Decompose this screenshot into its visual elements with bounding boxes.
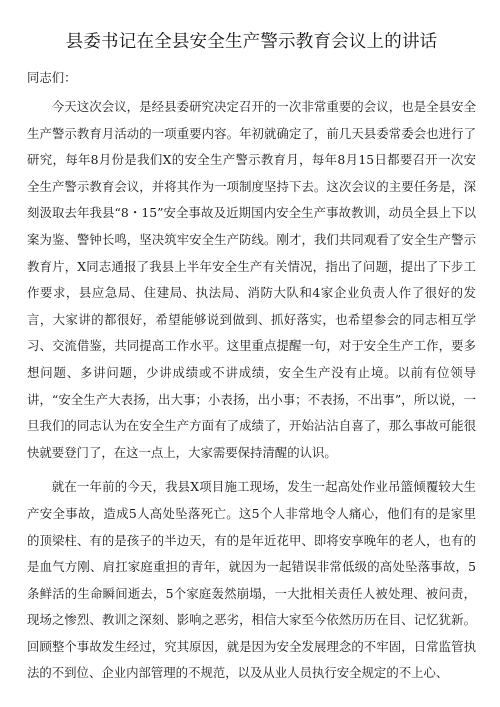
paragraph-2: 就在一年前的今天，我县X项目施工现场，发生一起高处作业吊篮倾覆较大生产安全事故，造成5人高处坠落死亡。这5个人非常地令人痛心，他们有的是家里的顶梁柱、有的是孩子的半边天，有的是年近花甲、即将安享晚年的老人，也有的是血气方刚、肩扛家庭重担的青年，就因为一起错误非常低级的高处坠落事故，5条鲜活的生命瞬间逝去，5个家庭轰然崩塌，一大批相关责任人被处理、被问责，现场之惨烈、教训之深刻、影响之恶劣，相信大家至今依然历历在目、记忆犹新。回顾整个事故发生经过，究其原因，就是因为安全发展理念的不牢固，日常监管执法的不到位、企业内部管理的不规范，以及从业人员执行安全规定的不上心、 — [27, 479, 476, 681]
salutation: 同志们： — [27, 70, 77, 85]
document-title: 县委书记在全县安全生产警示教育会议上的讲话 — [65, 32, 438, 52]
paragraph-1: 今天这次会议，是经县委研究决定召开的一次非常重要的会议，也是全县安全生产警示教育月活动的一项重要内容。年初就确定了，前几天县委常委会也进行了研究，每年8月份是我们X的安全生产警示教育月，每年8月15日都要召开一次安全生产警示教育会议，并将其作为一项制度坚持下去。这次会议的主要任务是，深刻汲取去年我县“8・15”安全事故及近期国内安全生产事故教训，动员全县上下以案为鉴、警钟长鸣，坚决筑牢安全生产防线。刚才，我们共同观看了安全生产警示教育片，X同志通报了我县上半年安全生产有关情况，指出了问题，提出了下步工作要求，县应急局、住建局、执法局、消防大队和4家企业负责人作了很好的发言，大家讲的都很好，希望能够说到做到、抓好落实，也希望参会的同志相互学习、交流借鉴，共同提高工作水平。这里重点提醒一句，对于安全生产工作，要多想问题、多讲问题，少讲成绩或不讲成绩，安全生产没有止境。以前有位领导讲，“安全生产大表扬，出大事；小表扬，出小事；不表扬，不出事”，所以说，一旦我们的同志认为在安全生产方面有了成绩了，开始沾沾自喜了，那么事故可能很快就要登门了，在这一点上，大家需要保持清醒的认识。 — [27, 99, 476, 460]
